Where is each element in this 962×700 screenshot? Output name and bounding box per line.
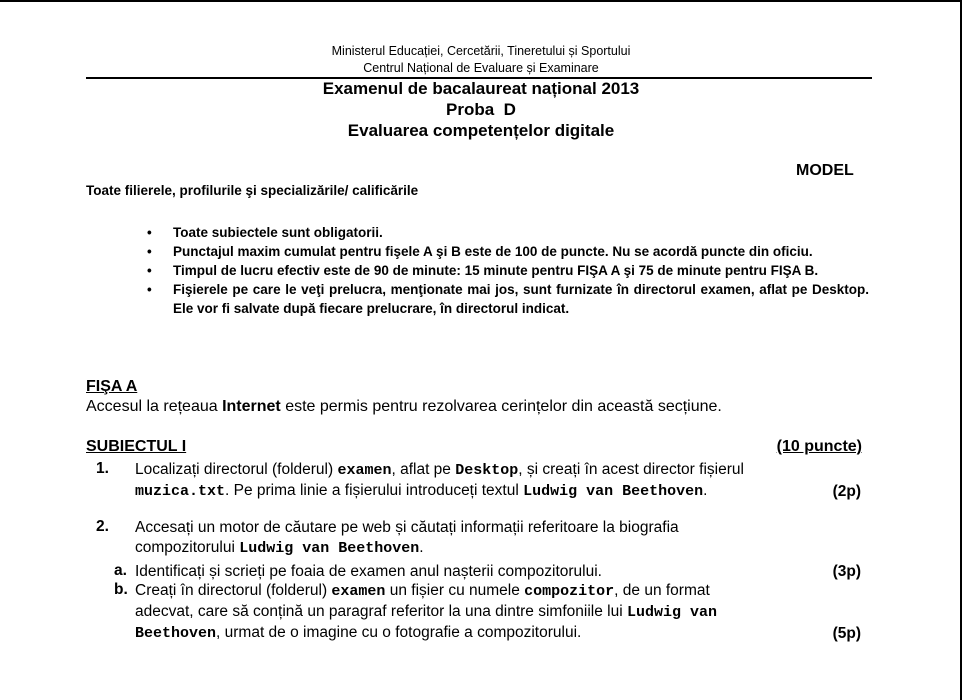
- instruction-item: • Punctajul maxim cumulat pentru fişele A şi B este de 100 de puncte. Nu se acordă puncte din oficiu.: [147, 244, 813, 259]
- page-top-border: [0, 0, 962, 2]
- proba-title: Proba D: [446, 100, 516, 119]
- item-2: Accesați un motor de căutare pe web și căutați informații referitoare la biografia compozitorului Ludwig van Beethoven.: [135, 519, 679, 557]
- item-2a-label: a.: [114, 562, 127, 579]
- model-label: MODEL: [796, 162, 854, 179]
- item-2b-score: (5p): [832, 625, 861, 642]
- evaluation-center: Centrul Național de Evaluare și Examinare: [363, 61, 599, 75]
- bullet-icon: •: [147, 282, 152, 297]
- ministry-name: Ministerul Educației, Cercetării, Tineretului și Sportului: [331, 44, 631, 58]
- evaluation-title: Evaluarea competențelor digitale: [347, 121, 615, 140]
- fisa-description: Accesul la rețeaua Internet este permis pentru rezolvarea cerințelor din această secțiune.: [86, 398, 722, 415]
- filiere-line: Toate filierele, profilurile şi specializările/ calificările: [86, 183, 419, 198]
- item-2a: Identificați și scrieți pe foaia de examen anul nașterii compozitorului. (3p): [135, 563, 861, 580]
- instruction-item: • Timpul de lucru efectiv este de 90 de minute: 15 minute pentru FIŞA A şi 75 de minute pentru FIŞA B.: [147, 263, 819, 278]
- item-2b: Creați în directorul (folderul) examen un fișier cu numele compozitor, de un format adecvat, care să conțină un paragraf referitor la una dintre simfoniile lui Ludwig van Beethoven, urmat de o imagine cu o fotografie a compozitorului. (5p): [135, 582, 861, 642]
- exam-title: Examenul de bacalaureat național 2013: [322, 79, 640, 98]
- subject-title: SUBIECTUL I: [86, 438, 187, 455]
- subject-heading: [86, 438, 862, 456]
- item-1: Localizați directorul (folderul) examen, aflat pe Desktop, și creați în acest director fișierul muzica.txt. Pe prima linie a fișierului introduceți textul Ludwig van Beethoven. (2p): [135, 461, 861, 500]
- item-1-number: 1.: [96, 460, 109, 477]
- instruction-item: • Toate subiectele sunt obligatorii.: [147, 225, 383, 240]
- instruction-item: • Fişierele pe care le veţi prelucra, menţionate mai jos, sunt furnizate în directorul examen, aflat pe Desktop. Ele vor fi salvate după fiecare prelucrare, în directorul indicat.: [147, 282, 869, 316]
- item-2-number: 2.: [96, 518, 109, 535]
- subject-points: (10 puncte): [776, 438, 862, 455]
- bullet-icon: •: [147, 263, 152, 278]
- fisa-title: FIŞA A: [86, 378, 138, 395]
- bullet-icon: •: [147, 225, 152, 240]
- item-2a-score: (3p): [832, 563, 861, 580]
- item-1-score: (2p): [832, 483, 861, 500]
- bullet-icon: •: [147, 244, 152, 259]
- item-2b-label: b.: [114, 581, 128, 598]
- instructions-list: [147, 223, 869, 318]
